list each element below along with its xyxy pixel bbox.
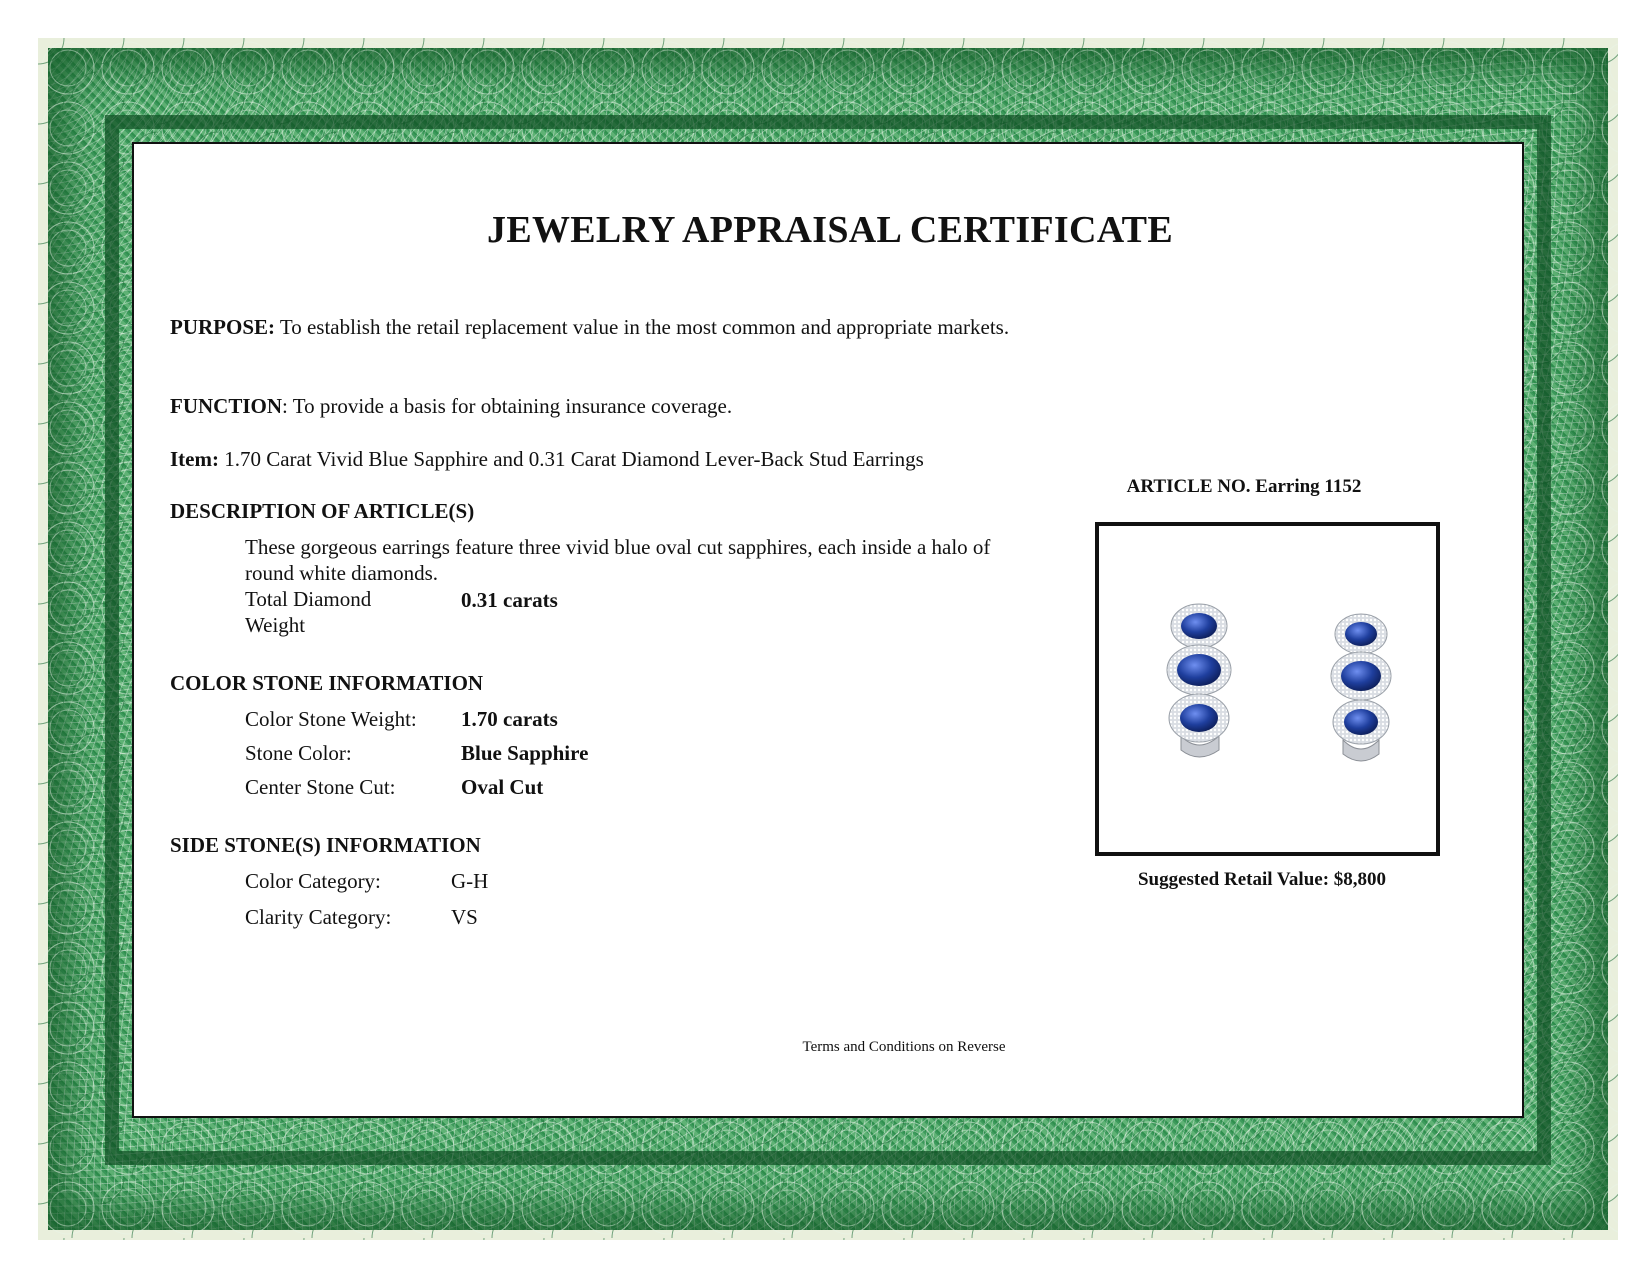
- purpose-paragraph: [170, 314, 1030, 340]
- purpose-text: To establish the retail replacement value in the most common and appropriate markets.: [275, 315, 1010, 339]
- center-stone-cut-label: Center Stone Cut:: [245, 775, 396, 799]
- function-label: FUNCTION: [170, 394, 283, 418]
- item-label: Item:: [170, 447, 219, 471]
- function-paragraph: [170, 393, 1070, 419]
- color-stone-weight-label: Color Stone Weight:: [245, 707, 417, 731]
- purpose-label: PURPOSE:: [170, 315, 275, 339]
- description-text: These gorgeous earrings feature three vivid blue oval cut sapphires, each inside a halo of round white diamonds.: [245, 535, 991, 585]
- clarity-category-value: VS: [451, 905, 478, 929]
- function-text: : To provide a basis for obtaining insurance coverage.: [282, 394, 733, 418]
- sapphire-earrings-photo-icon: [1099, 526, 1436, 852]
- description-heading: DESCRIPTION OF ARTICLE(S): [170, 499, 475, 523]
- certificate-title: JEWELRY APPRAISAL CERTIFICATE: [487, 209, 1173, 251]
- stone-color-label: Stone Color:: [245, 741, 352, 765]
- terms-note: Terms and Conditions on Reverse: [802, 1039, 1006, 1055]
- stone-color-value: Blue Sapphire: [461, 741, 589, 765]
- total-diamond-weight-label: Total Diamond Weight: [245, 587, 372, 637]
- total-diamond-weight-value: 0.31 carats: [461, 588, 558, 612]
- certificate-panel: [132, 142, 1524, 1118]
- center-stone-cut-value: Oval Cut: [461, 775, 544, 799]
- right-earring: [1331, 614, 1391, 761]
- earrings-photo-frame: [1095, 522, 1440, 856]
- item-paragraph: [170, 446, 1070, 472]
- clarity-category-label: Clarity Category:: [245, 905, 392, 929]
- left-earring: [1167, 604, 1231, 757]
- color-category-value: G-H: [451, 869, 489, 893]
- article-number: ARTICLE NO. Earring 1152: [1126, 476, 1362, 497]
- side-stones-heading: SIDE STONE(S) INFORMATION: [170, 833, 481, 857]
- suggested-retail-value: Suggested Retail Value: $8,800: [1137, 869, 1387, 890]
- color-stone-weight-value: 1.70 carats: [461, 707, 558, 731]
- item-text: 1.70 Carat Vivid Blue Sapphire and 0.31 Carat Diamond Lever-Back Stud Earrings: [218, 447, 924, 471]
- color-category-label: Color Category:: [245, 869, 381, 893]
- color-stone-heading: COLOR STONE INFORMATION: [170, 671, 484, 695]
